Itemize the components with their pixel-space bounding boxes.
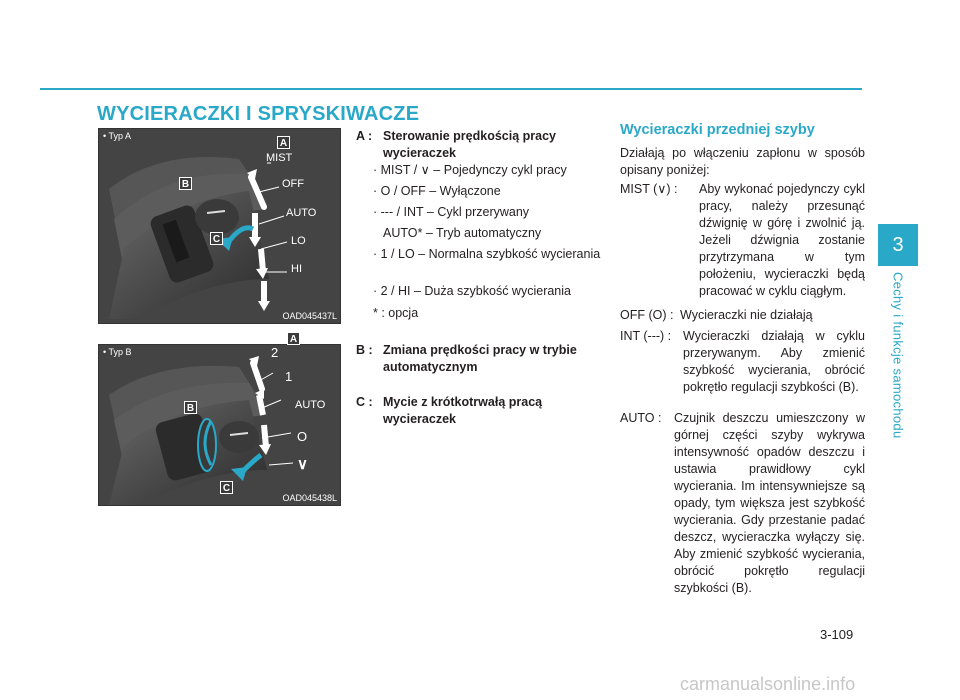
figure-type-b: [98, 334, 341, 506]
label-mist-symbol: ∨: [297, 456, 308, 473]
legend-title-a: Sterowanie prędkością pracy wycieraczek: [383, 129, 556, 160]
section-title: WYCIERACZKI I SPRYSKIWACZE: [97, 103, 420, 125]
badge-c: C: [210, 232, 223, 245]
figure-code: OAD045437L: [282, 311, 337, 321]
front-wipers-title: Wycieraczki przedniej szyby: [620, 122, 815, 138]
definition-text-mist: Aby wykonać pojedynczy cykl pracy, należy przesunąć dźwignię w górę i zwolnić ją. Jeżeli dźwignia zostanie przytrzymana w tym położeniu, wycieraczki będą pracować w cyklu ciągłym.: [699, 182, 865, 298]
watermark: carmanualsonline.info: [680, 674, 856, 694]
definition-text-off: Wycieraczki nie działają: [680, 308, 813, 322]
legend-item-c: [356, 394, 602, 428]
definition-key-mist: MIST (∨) :: [620, 182, 678, 196]
definition-text-auto: Czujnik deszczu umieszczony w górnej części szyby wykrywa intensywność opadów deszczu i ustawia prawidłowy cykl wycierania. Im intensywniejsze są opady, tym większa jest szybkość wycierania. Gdy przestanie padać deszcz, wycieraczka wyłączy się. Aby zmienić szybkość wycierania, obrócić pokrętło regulacji szybkości (B).: [674, 411, 865, 595]
wiper-stalk-illustration-a: [99, 129, 342, 325]
badge-a: A: [277, 136, 290, 149]
front-wipers-intro: Działają po włączeniu zapłonu w sposób opisany poniżej:: [620, 146, 865, 177]
legend-title-c: Mycie z krótkotrwałą pracą wycieraczek: [383, 395, 543, 426]
footnote-option: * : opcja: [373, 306, 419, 320]
legend-key-a: A :: [356, 129, 373, 143]
figure-type-a: [98, 128, 341, 324]
front-wipers-definitions: [620, 181, 865, 621]
legend-key-b: B :: [356, 343, 373, 357]
figure-type-label: • Typ A: [103, 131, 132, 141]
top-rule: [40, 88, 862, 90]
label-hi: HI: [291, 263, 302, 275]
legend-title-b: Zmiana prędkości pracy w trybie automatycznym: [383, 343, 577, 374]
figure-type-label: • Typ B: [103, 347, 132, 357]
label-auto: AUTO: [295, 399, 326, 411]
option-hi: · 2 / HI – Duża szybkość wycierania: [373, 284, 571, 298]
option-int: · --- / INT – Cykl przerywany: [373, 205, 530, 219]
label-2: 2: [271, 345, 279, 360]
definition-text-int: Wycieraczki działają w cyklu przerywanym. Aby zmienić szybkość wycierania, obrócić pokrętło regulacji szybkości (B).: [683, 329, 865, 394]
definition-key-auto: AUTO :: [620, 411, 662, 425]
badge-b: B: [179, 177, 192, 190]
badge-c: C: [220, 481, 233, 494]
option-mist: · MIST / ∨ – Pojedynczy cykl pracy: [373, 163, 567, 177]
option-lo: · 1 / LO – Normalna szybkość wycierania: [373, 247, 601, 261]
option-auto: AUTO* – Tryb automatyczny: [383, 226, 542, 240]
definition-key-int: INT (---) :: [620, 329, 672, 343]
badge-b: B: [184, 401, 197, 414]
figure-code: OAD045438L: [282, 493, 337, 503]
label-auto: AUTO: [286, 207, 317, 219]
legend-key-c: C :: [356, 395, 373, 409]
label-o: O: [297, 429, 308, 444]
front-wipers-section: [620, 122, 865, 621]
definition-key-off: OFF (O) :: [620, 308, 674, 322]
label-lo: LO: [291, 235, 306, 247]
legend-item-a: [356, 128, 602, 162]
legend-item-b: [356, 342, 602, 376]
badge-a: A: [287, 332, 300, 345]
label-off: OFF: [282, 178, 304, 190]
label-mist: MIST: [266, 152, 293, 164]
chapter-title: Cechy i funkcje samochodu: [890, 272, 906, 439]
page-number: 3-109: [820, 627, 854, 642]
option-off: · O / OFF – Wyłączone: [373, 184, 501, 198]
chapter-number: 3: [878, 224, 918, 266]
label-1: 1: [285, 369, 293, 384]
